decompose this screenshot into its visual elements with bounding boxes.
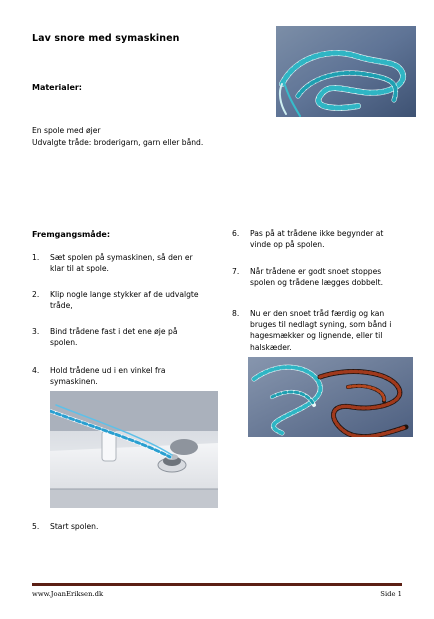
step-number: 3. — [32, 327, 40, 336]
step-text: Når trådene er godt snoet stoppes spolen og trådene lægges dobbelt. — [250, 267, 383, 288]
step-number: 4. — [32, 366, 40, 375]
step-text: Pas på at trådene ikke begynder at vinde op på spolen. — [250, 229, 384, 250]
page-title: Lav snore med symaskinen — [32, 33, 180, 44]
step-text: Hold trådene ud i en vinkel fra symaskinen. — [50, 366, 166, 387]
steps-right-column — [232, 228, 407, 368]
materials-line: Udvalgte tråde: broderigarn, garn eller bånd. — [32, 137, 204, 147]
materials-heading: Materialer: — [32, 83, 83, 92]
step-text: Nu er den snoet tråd færdig og kan bruges til nedlagt syning, som bånd i hagesmækker og lignende, eller til halskæder. — [250, 309, 392, 352]
step-number: 1. — [32, 253, 40, 262]
step-number: 6. — [232, 229, 240, 238]
footer-page-number: Side 1 — [380, 590, 402, 598]
materials-list — [32, 125, 203, 148]
step-number: 8. — [232, 309, 240, 318]
sewing-machine-bobbin-photo — [50, 391, 218, 508]
step-text: Start spolen. — [50, 522, 99, 531]
materials-line: En spole med øjer — [32, 126, 101, 135]
step-text: Bind trådene fast i det ene øje på spolen. — [50, 327, 178, 348]
footer-rule — [32, 583, 402, 586]
step-text: Klip nogle lange stykker af de udvalgte tråde, — [50, 290, 199, 311]
twisted-cord-photo — [276, 26, 416, 117]
footer-website: www.JoanEriksen.dk — [32, 590, 104, 598]
step-text: Sæt spolen på symaskinen, så den er klar til at spole. — [50, 253, 193, 274]
step-number: 5. — [32, 522, 40, 531]
step-number: 2. — [32, 290, 40, 299]
procedure-heading: Fremgangsmåde: — [32, 230, 111, 239]
step-number: 7. — [232, 267, 240, 276]
two-twisted-cords-photo — [248, 357, 413, 437]
